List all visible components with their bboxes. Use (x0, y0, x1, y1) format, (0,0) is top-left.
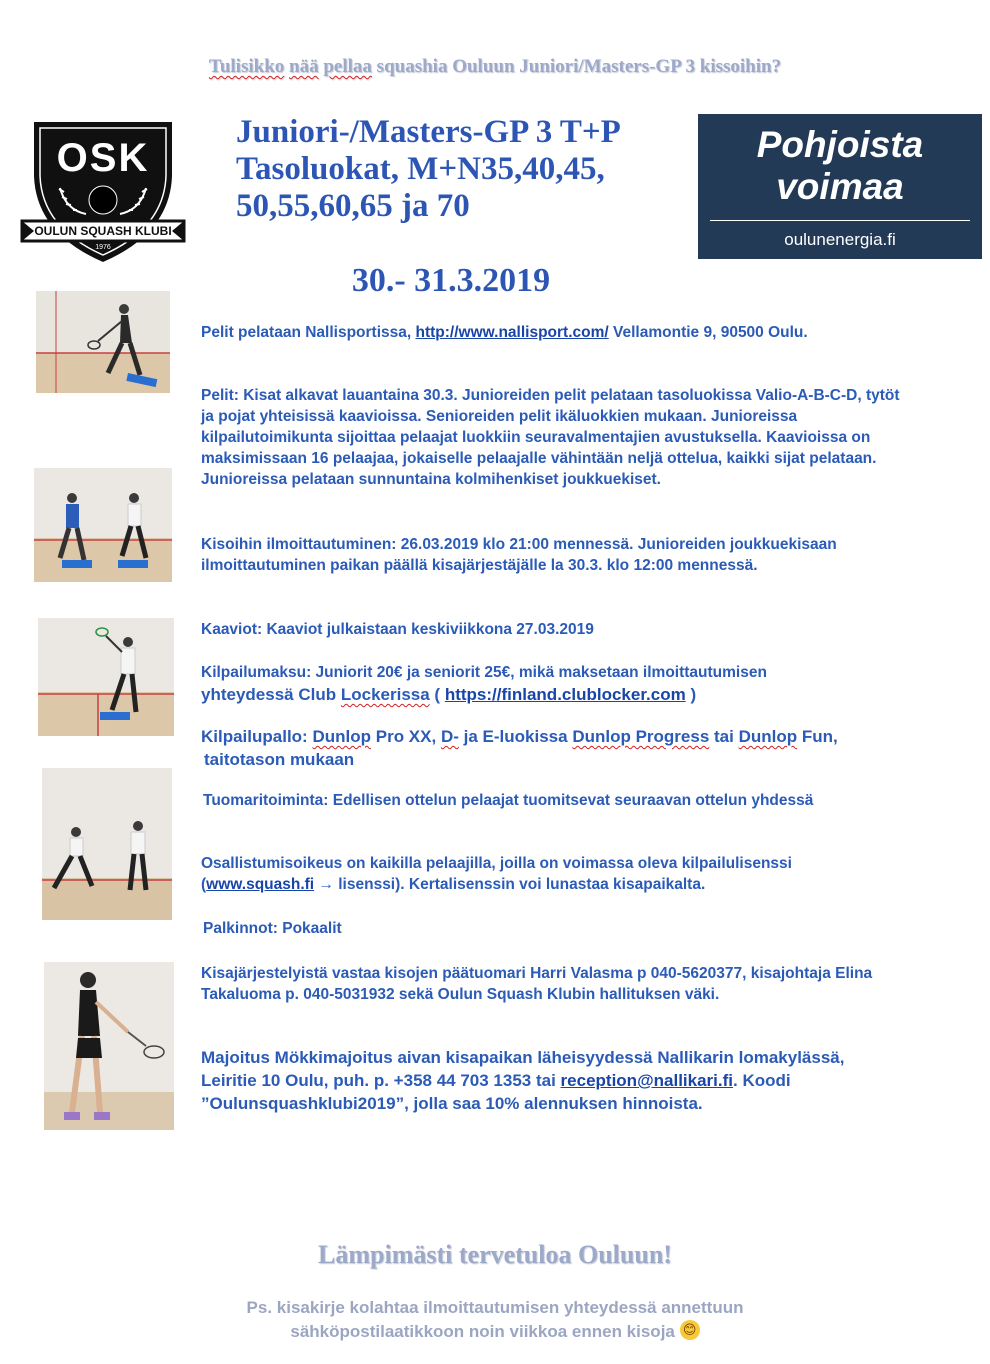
fee-paren: ( (434, 685, 441, 704)
headline-word: Tulisikko (208, 56, 285, 77)
sponsor-line: voimaa (776, 166, 904, 207)
fee-paren: ) (690, 685, 697, 704)
osk-letters: OSK (56, 136, 150, 180)
eligibility-line (201, 874, 911, 895)
refereeing-info: Tuomaritoiminta: Edellisen ottelun pelaajat tuomitsevat seuraavan ottelun yhdessä (203, 792, 814, 809)
court-photo (34, 468, 172, 582)
eligibility-line: Osallistumisoikeus on kaikilla pelaajilla, joilla on voimassa oleva kilpailulisenssi (201, 855, 792, 872)
fee-pre: yhteydessä Club (201, 685, 337, 704)
accommodation-pre: Majoitus Mökkimajoitus aivan kisapaikan läheisyydessä Nallikarin lomakylässä, Leiritie 10 Oulu, puh. p. +358 44 703 1353 tai (201, 1048, 845, 1090)
ball-text: Pro XX, (375, 727, 437, 746)
clublocker-link[interactable]: https://finland.clublocker.com (444, 685, 686, 704)
squash-fi-link[interactable]: www.squash.fi (206, 876, 315, 893)
sponsor-line: Pohjoista (756, 124, 924, 165)
title-line: 50,55,60,65 ja 70 (236, 188, 470, 224)
ps-line: Ps. kisakirje kolahtaa ilmoittautumisen yhteydessä annettuun (246, 1298, 744, 1317)
draws-info: Kaaviot: Kaaviot julkaistaan keskiviikkona 27.03.2019 (201, 621, 594, 638)
ball-word: Dunlop (738, 727, 798, 746)
venue-text (201, 322, 901, 343)
player-photo (44, 962, 174, 1130)
fee-info (201, 662, 901, 706)
sponsor-banner (698, 114, 982, 259)
title-line: Tasoluokat, M+N35,40,45, (236, 151, 605, 187)
ball-text: Kilpailupallo: (201, 727, 308, 746)
eligibility-post: lisenssi). Kertalisenssin voi lunastaa kisapaikalta. (338, 876, 706, 893)
fee-line (201, 683, 901, 706)
ps-line (0, 1320, 990, 1344)
ball-word: Dunlop Progress (572, 727, 710, 746)
headline (0, 56, 990, 78)
ps-line2: sähköpostilaatikkoon noin viikkoa ennen kisoja (290, 1322, 675, 1341)
osk-logo (20, 118, 186, 268)
closing-greeting: Lämpimästi tervetuloa Ouluun! (318, 1240, 672, 1269)
arrow-icon: → (318, 876, 334, 893)
court-photo (38, 618, 174, 736)
organizers-info: Kisajärjestelyistä vastaa kisojen päätuomari Harri Valasma p 040-5620377, kisajohtaja Elina Takaluoma p. 040-5031932 sekä Oulun Squash Klubin hallituksen väki. (201, 965, 873, 1003)
venue-post: Vellamontie 9, 90500 Oulu. (613, 324, 808, 341)
title-line: Juniori-/Masters-GP 3 T+P (236, 114, 621, 150)
sponsor-divider (710, 220, 970, 221)
sponsor-url: oulunenergia.fi (784, 230, 896, 249)
ball-text: ja E-luokissa (463, 727, 568, 746)
fee-word: Lockerissa (340, 685, 430, 704)
osk-club-name: OULUN SQUASH KLUBI (34, 224, 172, 238)
headline-word: nää (289, 56, 319, 77)
nallisport-link[interactable]: http://www.nallisport.com/ (415, 324, 609, 341)
games-info: Pelit: Kisat alkavat lauantaina 30.3. Junioreiden pelit pelataan tasoluokissa Valio-A-B-C-D, tytöt ja pojat yhteisissä kaavioissa. Senioreiden pelit ikäluokkien mukaan. Junioreissa kilpailutoimikunta sijoittaa pelaajat luokkiin seuravalmentajien avustuksella. Kaavioissa on maksimissaan 16 pelaajaa, jokaiselle pelaajalle vähintään neljä ottelua, kaikki sijat pelataan. Junioreissa pelataan sunnuntaina kolmihenkiset joukkuekiset. (201, 387, 900, 488)
ball-word: D- (440, 727, 459, 746)
accommodation-info (201, 1046, 901, 1115)
headline-word: pellaa (323, 56, 372, 77)
headline-rest: squashia Ouluun Juniori/Masters-GP 3 kissoihin? (376, 56, 782, 77)
court-photo (42, 768, 172, 920)
ball-text: tai (714, 727, 734, 746)
event-date: 30.- 31.3.2019 (351, 262, 551, 299)
nallikari-email-link[interactable]: reception@nallikari.fi (560, 1071, 734, 1090)
registration-info: Kisoihin ilmoittautuminen: 26.03.2019 klo 21:00 mennessä. Junioreiden joukkuekisaan ilmoittautuminen paikan päällä kisajärjestäjälle la 30.3. klo 12:00 mennessä. (201, 536, 837, 574)
ps-note (0, 1296, 990, 1344)
ball-line: taitotason mukaan (204, 750, 355, 769)
smiley-icon: 😊 (680, 1320, 700, 1340)
ball-info (201, 725, 921, 771)
venue-pre: Pelit pelataan Nallisportissa, (201, 324, 412, 341)
fee-line: Kilpailumaksu: Juniorit 20€ ja seniorit 25€, mikä maksetaan ilmoittautumisen (201, 664, 767, 681)
court-photo (36, 291, 170, 393)
eligibility-info (201, 853, 911, 895)
eligibility-paren: ( (201, 876, 207, 893)
accommodation-post: . Koodi ”Oulunsquashklubi2019”, jolla saa 10% alennuksen hinnoista. (201, 1071, 791, 1113)
ball-word: Dunlop (312, 727, 372, 746)
ball-text: Fun, (801, 727, 838, 746)
osk-year: 1976 (95, 244, 111, 251)
prizes-info: Palkinnot: Pokaalit (203, 920, 342, 937)
event-title (236, 114, 696, 225)
ball-line (201, 725, 921, 748)
